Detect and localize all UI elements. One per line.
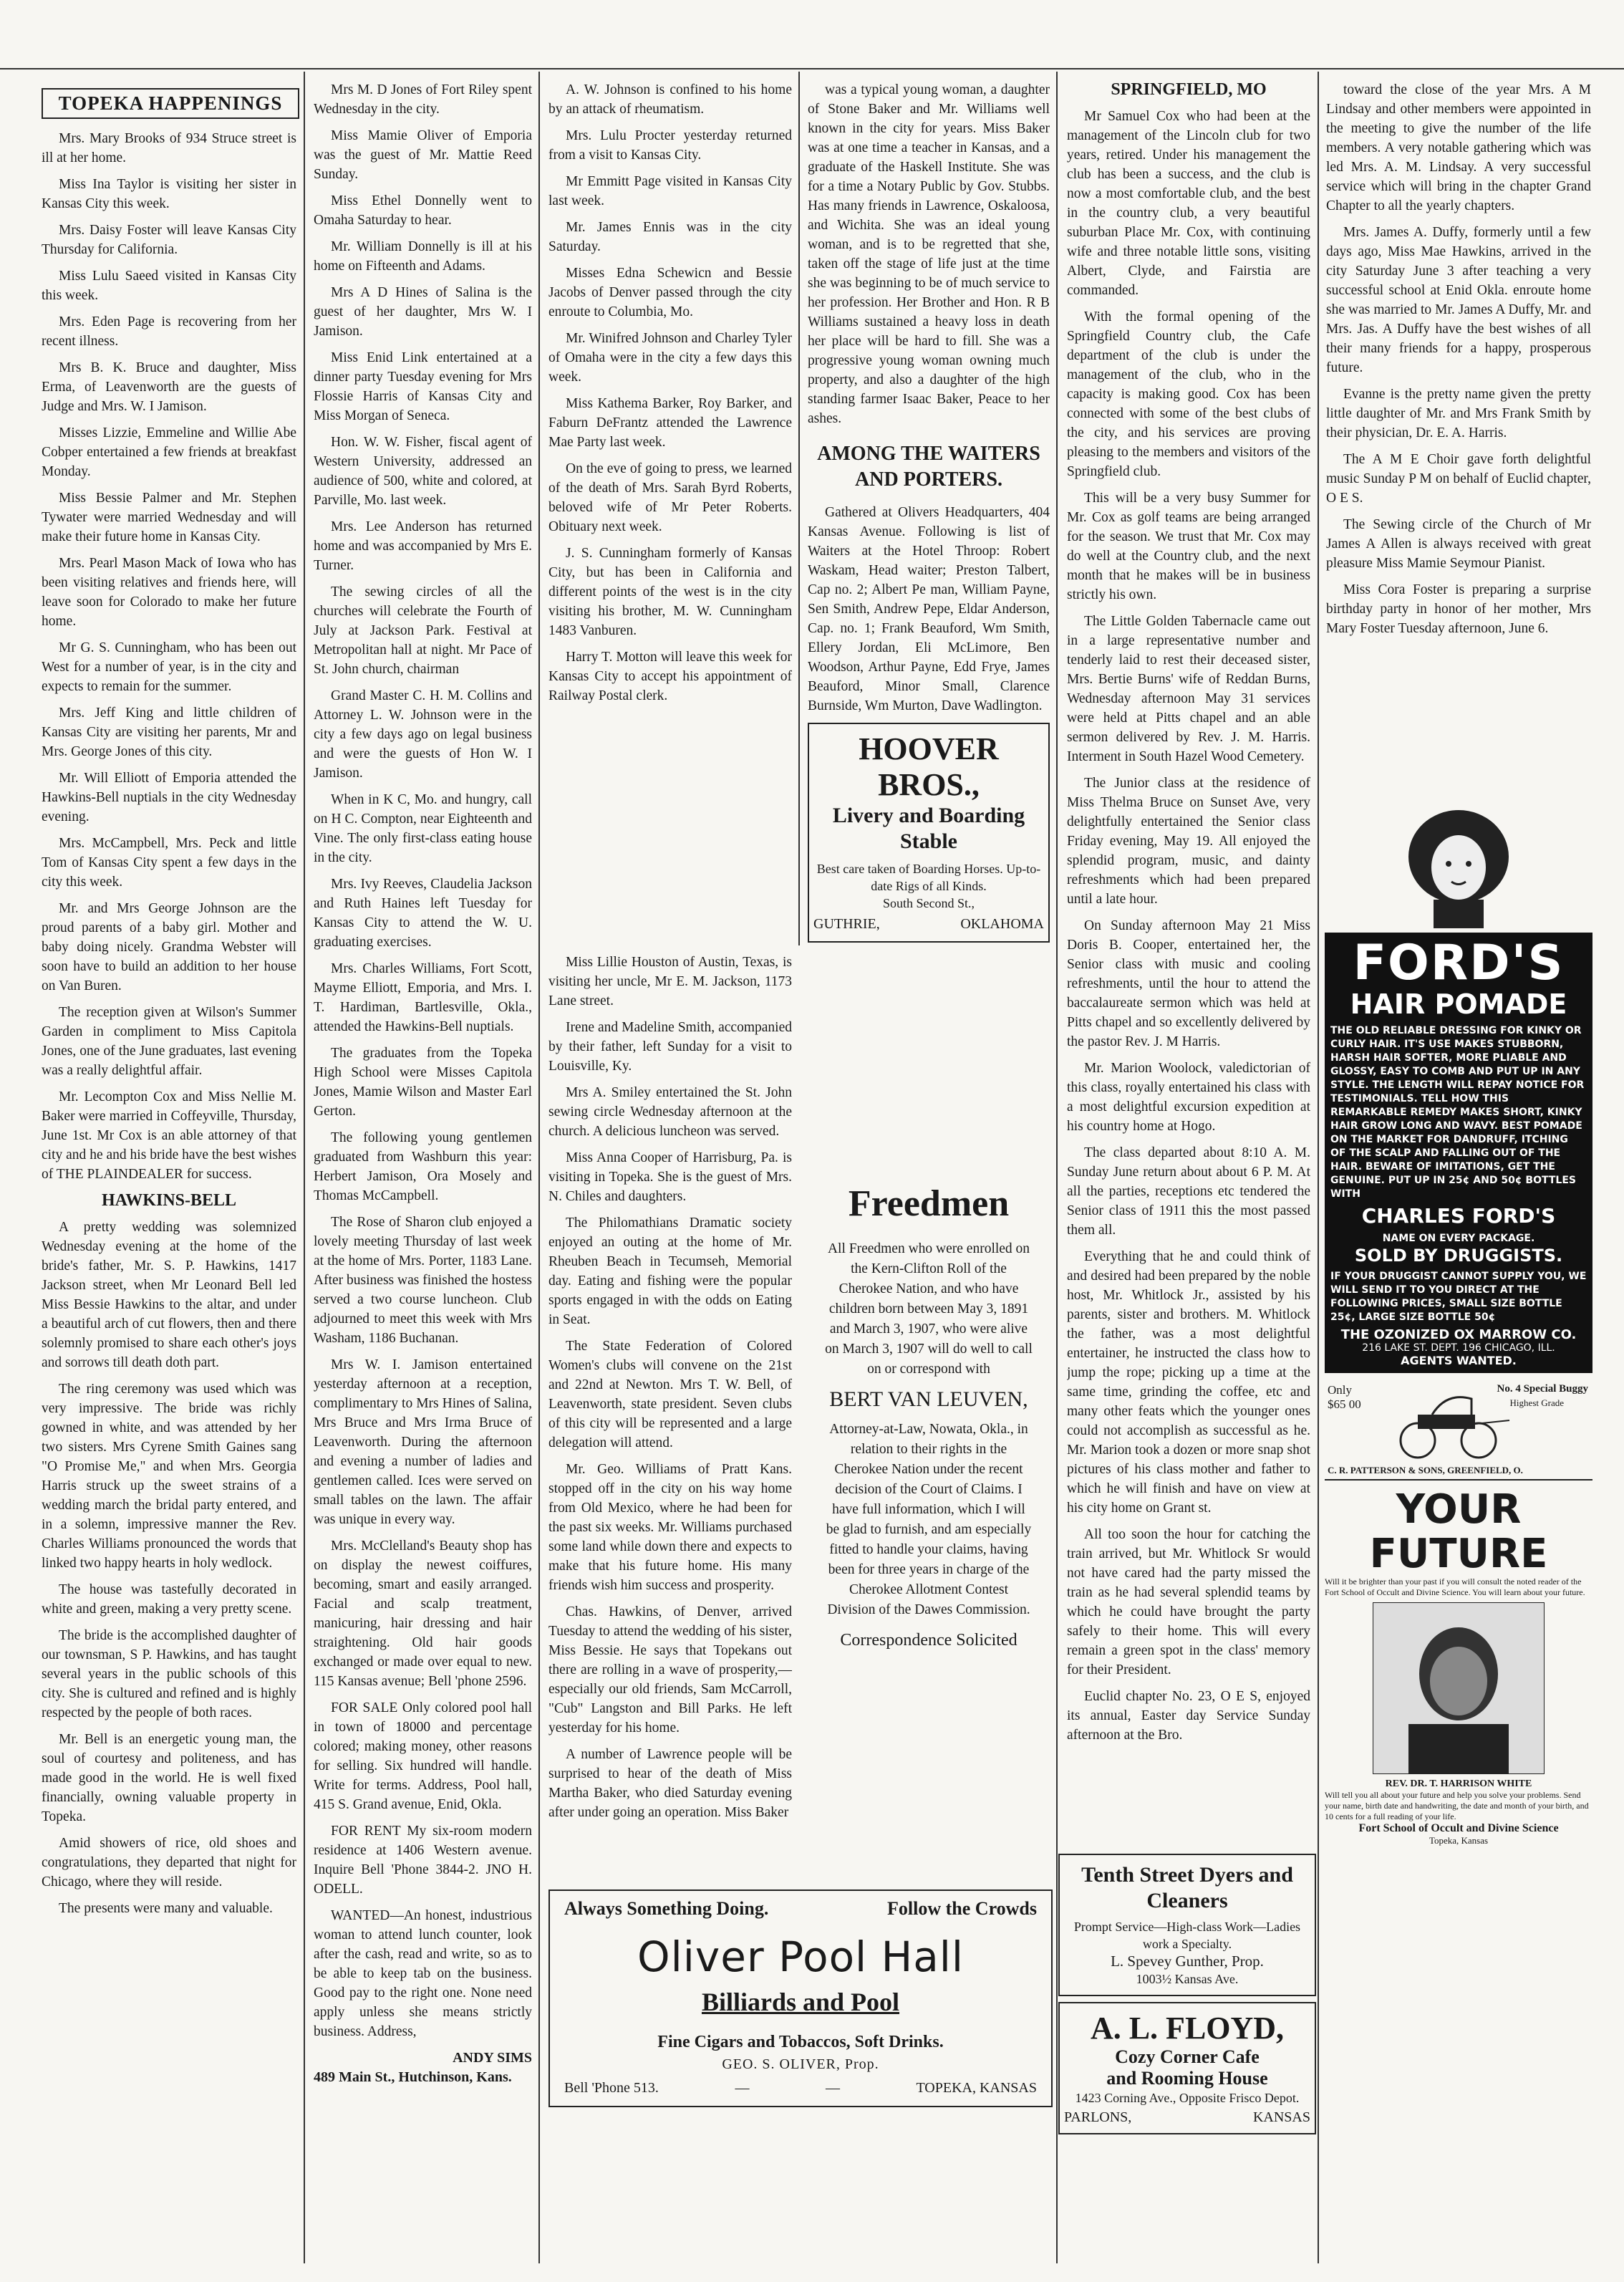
floyd-name: A. L. FLOYD, (1090, 2011, 1285, 2046)
column-3 (548, 80, 792, 947)
hawkins-bell-heading: HAWKINS-BELL (101, 1191, 237, 1210)
news-item: Miss Lillie Houston of Austin, Texas, is visiting her uncle, Mr E. M. Jackson, 1173 Lane street. (548, 955, 792, 1008)
news-item: The graduates from the Topeka High School were Misses Capitola Jones, Mamie Wilson and Master Earl Gerton. (314, 1046, 532, 1119)
news-items (314, 80, 532, 2041)
news-item: Miss Anna Cooper of Harrisburg, Pa. is visiting in Topeka. She is the guest of Mrs. N. Chiles and daughters. (548, 1150, 792, 1204)
springfield-heading: SPRINGFIELD, MO (1111, 80, 1267, 99)
oliver-sub2: Fine Cigars and Tobaccos, Soft Drinks. (657, 2033, 944, 2051)
news-item: The bride is the accomplished daughter of our townsman, S P. Hawkins, and has taught several years in the public schools of this city. She is cultured and refined and is highly respected by the people of both races. (42, 1628, 296, 1720)
news-item: When in K C, Mo. and hungry, call on H C. Compton, near Eighteenth and Vine. The only first-class eating house in the city. (314, 792, 532, 865)
news-item: Amid showers of rice, old shoes and congratulations, they departed that night for Chicago, where they will reside. (42, 1836, 296, 1889)
ford-sold: SOLD BY DRUGGISTS. (1354, 1246, 1563, 1266)
news-item: Mr. Will Elliott of Emporia attended the Hawkins-Bell nuptials in the city Wednesday evening. (42, 771, 296, 824)
tenth-prop: L. Spevey Gunther, Prop. (1111, 1953, 1264, 1970)
ford-body: THE OLD RELIABLE DRESSING FOR KINKY OR CURLY HAIR. IT'S USE MAKES STUBBORN, HARSH HAIR SOFTER, MORE PLIABLE AND GLOSSY, EASY TO COMB AND PUT UP IN ANY STYLE. THE LENGTH WILL REPAY NOTICE FOR TESTIMONIALS. TELL HOW THIS REMARKABLE REMEDY MAKES SHORT, KINKY HAIR GROW LONG AND WAVY. BEST POMADE ON THE MARKET FOR DANDRUFF, ITCHING OF THE SCALP AND FALLING OUT OF THE HAIR. BEWARE OF IMITATIONS, GET THE GENUINE. PUT UP IN 25¢ AND 50¢ BOTTLES WITH (1330, 1025, 1585, 1200)
oliver-name: Oliver Pool Hall (637, 1932, 964, 1981)
floyd-state: KANSAS (1252, 2109, 1310, 2125)
hoover-city: GUTHRIE, (813, 916, 880, 932)
freedmen-footer: Correspondence Solicited (840, 1631, 1018, 1650)
news-item: was a typical young woman, a daughter of Stone Baker and Mr. Williams well known in the city for years. Miss Baker was at one time a teacher in Kansas, and a graduate of the Haskell Institute. She was for a time a Notary Public by Gov. Stubbs. Has many friends in Lawrence, Oskaloosa, and Wichita. She was an ideal young woman, and is to be regretted that she, taken off the stage of life just at the time she was beginning to be of much service to her profession. Her Brother and Hon. R B Williams sustained a heavy loss in death her place will be hard to fill. She was a progressive young woman owning much property, and also a daughter of the high standing farmer Isaac Baker, Peace to her ashes. (808, 82, 1050, 426)
oliver-top-right: Follow the Crowds (887, 1898, 1037, 1919)
hoover-name: HOOVER BROS., (859, 731, 999, 802)
ford-product: HAIR POMADE (1350, 988, 1567, 1020)
news-item: Misses Lizzie, Emmeline and Willie Abe Cobper entertained a few friends at breakfast Monday. (42, 425, 296, 479)
news-item: On Sunday afternoon May 21 Miss Doris B. Cooper, entertained her, the Senior class with music and cooling refreshments, until the hour to attend the baccalaureate sermon which was held at Pitts chapel and so excellently delivered by the pastor Rev. J. M Harris. (1067, 918, 1310, 1049)
future-school: Fort School of Occult and Divine Science (1358, 1822, 1559, 1834)
news-item: The following young gentlemen graduated from Washburn this year: Herbert Jamison, Ora Mosely and Thomas McCampbell. (314, 1130, 532, 1203)
oliver-sub: Billiards and Pool (701, 1988, 900, 2016)
news-item: Misses Edna Schewicn and Bessie Jacobs of Denver passed through the city enroute to Columbia, Mo. (548, 266, 792, 319)
news-item: Mrs. Charles Williams, Fort Scott, Mayme Elliott, Emporia, and Mrs. I. T. Hardiman, Bartlesville, Okla., attended the Hawkins-Bell nuptials. (314, 961, 532, 1034)
news-item: Mrs W. I. Jamison entertained yesterday afternoon at a reception, complimentary to Mrs Hines of Salina, Mrs Bruce and Mrs Irma Bruce of Leavenworth. During the afternoon and evening a number of ladies and gentlemen called. Ices were served on small tables on the lawn. The affair was unique in every way. (314, 1357, 532, 1527)
news-item: Miss Kathema Barker, Roy Barker, and Faburn DeFrantz attended the Lawrence Mae Party last week. (548, 396, 792, 450)
news-item: Mrs A. Smiley entertained the St. John sewing circle Wednesday afternoon at the church. A delicious luncheon was served. (548, 1085, 792, 1139)
news-item: Miss Bessie Palmer and Mr. Stephen Tywater were married Wednesday and will make their future home in Kansas City. (42, 491, 296, 544)
oliver-phone: Bell 'Phone 513. (564, 2080, 659, 2096)
news-item: Mrs B. K. Bruce and daughter, Miss Erma, of Leavenworth are the guests of Judge and Mrs. W. I Jamison. (42, 360, 296, 414)
news-item: FOR RENT My six-room modern residence at 1406 Western avenue. Inquire Bell 'Phone 3844-2. JNO H. ODELL. (314, 1824, 532, 1897)
news-item: The State Federation of Colored Women's clubs will convene on the 21st and 22nd at Newton. Mrs T. W. Bell, of Leavenworth, state president. Seven clubs of this city will be represented and a large delegation will attend. (548, 1339, 792, 1450)
tenth-title: Tenth Street Dyers and Cleaners (1081, 1863, 1293, 1912)
news-item: Mrs. Lee Anderson has returned home and was accompanied by Mrs E. Turner. (314, 519, 532, 573)
news-item: Chas. Hawkins, of Denver, arrived Tuesday to attend the wedding of his sister, Miss Bessie. He says that Topekans out there are rolling in a wave of prosperity,—especially our old friends, Sam McCarroll, "Cub" Langston and Bill Parks. He left yesterday for his home. (548, 1604, 792, 1735)
column-rule (798, 72, 800, 945)
top-rule (0, 68, 1624, 69)
signature-name: ANDY SIMS (453, 2050, 532, 2066)
news-item: Mr Samuel Cox who had been at the management of the Lincoln club for two years, retired. Under his management the club has been a success, and the club is now a most comfortable club, and the best in the country club, a very beautiful suburban Place Mr. Cox, with continuing wife and three notable little sons, visiting Albert, Clyde, and Fairstia are commanded. (1067, 109, 1310, 298)
news-item: A pretty wedding was solemnized Wednesday evening at the home of the bride's father, Mr. S. P. Hawkins, 1417 Jackson street, when Mr Leonard Bell led Miss Bessie Hawkins to the altar, and under a beautiful arch of cut flowers, then and there solemnly promised to share each other's joys and sorrows till death doth part. (42, 1220, 296, 1370)
buggy-maker: C. R. PATTERSON & SONS, GREENFIELD, O. (1328, 1465, 1523, 1475)
news-items (808, 80, 1050, 428)
news-item: FOR SALE Only colored pool hall in town of 18000 and percentage colored; making money, other reasons for selling. Six hundred will handle. Write for terms. Address, Pool hall, 415 S. Grand avenue, Enid, Okla. (314, 1700, 532, 1812)
news-item: Miss Ina Taylor is visiting her sister in Kansas City this week. (42, 177, 296, 211)
column-2 (314, 80, 532, 2258)
hoover-ad (808, 723, 1050, 943)
news-item: Mrs. McCampbell, Mrs. Peck and little Tom of Kansas City spent a few days in the city this week. (42, 836, 296, 890)
news-item: Mrs. Mary Brooks of 934 Struce street is ill at her home. (42, 131, 296, 165)
column-rule (1056, 72, 1058, 2263)
hawkins-bell-article (42, 1218, 296, 1918)
column-rule (538, 72, 540, 2263)
news-item: Mr G. S. Cunningham, who has been out West for a number of year, is in the city and expects to remain for the summer. (42, 640, 296, 694)
fords-pomade-ad (1325, 933, 1592, 1373)
freedmen-attorney: BERT VAN LEUVEN, (829, 1387, 1028, 1411)
oliver-city: TOPEKA, KANSAS (916, 2080, 1037, 2096)
news-item: J. S. Cunningham formerly of Kansas City, but has been in California and different points of the west is in the city visiting his brother, M. W. Cunningham 1483 Vanburen. (548, 546, 792, 638)
news-item: The class departed about 8:10 A. M. Sunday June return about about 6 P. M. At all the parties, receptions etc tendered the Senior class of 1911 this the most passed them all. (1067, 1145, 1310, 1238)
col6-ads (1325, 795, 1592, 1847)
news-item: toward the close of the year Mrs. A M Lindsay and other members were appointed in the meeting to give the number of the life members. A very notable gathering which was led Mrs. A. M. Lindsay. A very successful service which will bring in the chapter Grand Chapter to all the yearly chapters. (1326, 82, 1591, 213)
news-item: The Little Golden Tabernacle came out in a large representative number and tenderly laid to rest their deceased sister, Mrs. Bertie Burns' wife of Reddan Burns, Wednesday afternoon May 31 services were held at Pitts chapel and an able sermon delivered by Rev. J. M. Harris. Interment in South Hazel Wood Cemetery. (1067, 614, 1310, 764)
column-4 (808, 80, 1050, 947)
floyd-line2: and Rooming House (1106, 2068, 1268, 2089)
ford-address: 216 LAKE ST. DEPT. 196 CHICAGO, ILL. (1362, 1342, 1555, 1354)
ford-wanted: AGENTS WANTED. (1401, 1354, 1517, 1367)
oliver-dash-2: — (825, 2080, 840, 2096)
news-item: The A M E Choir gave forth delightful music Sunday P M on behalf of Euclid chapter, O E S. (1326, 452, 1591, 506)
news-item: The Sewing circle of the Church of Mr James A Allen is always received with great pleasure Miss Mamie Seymour Pianist. (1326, 517, 1591, 571)
column-rule (1318, 72, 1319, 2263)
floyd-addr: 1423 Corning Ave., Opposite Frisco Depot. (1075, 2091, 1300, 2105)
news-items (548, 953, 792, 1822)
news-item: Mr. Lecompton Cox and Miss Nellie M. Baker were married in Coffeyville, Thursday, June 1st. Mr Cox is an able attorney of that city and he and his bride have the best wishes of THE PLAINDEALER for success. (42, 1089, 296, 1182)
column-1 (42, 129, 296, 2249)
news-item: Mrs. Ivy Reeves, Claudelia Jackson and Ruth Haines left Tuesday for Kansas City to attend the W. U. graduating exercises. (314, 877, 532, 950)
news-item: Grand Master C. H. M. Collins and Attorney L. W. Johnson were in the city a few days ago on legal business and were the guests of Hon W. I Jamison. (314, 688, 532, 781)
hoover-line1: Livery and Boarding (832, 804, 1025, 827)
floyd-ad (1058, 2002, 1316, 2134)
news-item: Mr Emmitt Page visited in Kansas City last week. (548, 174, 792, 208)
news-items (1067, 107, 1310, 1745)
floyd-city: PARLONS, (1064, 2109, 1132, 2125)
freedmen-title: Freedmen (848, 1183, 1010, 1224)
news-item: Miss Cora Foster is preparing a surprise birthday party in honor of her mother, Mrs Mary Foster Tuesday afternoon, June 6. (1326, 582, 1591, 636)
news-item: Euclid chapter No. 23, O E S, enjoyed its annual, Easter day Service Sunday afternoon at the Bro. (1067, 1689, 1310, 1743)
hoover-line2: Stable (899, 829, 957, 853)
column-5 (1067, 80, 1310, 2150)
news-item: The Philomathians Dramatic society enjoyed an outing at the home of Mr. Rheuben Beach in Tecumseh, Memorial day. Eating and fishing were the popular sports engaged in with the odds on Eating in Seat. (548, 1215, 792, 1327)
news-item: Everything that he and could think of and desired had been prepared by the noble host, Mr. Whitlock Jr., assisted by his parents, sister and brothers. M. Whitlock the father, was a most delightful entertainer, he instructed the class how to jump the rope; picking up a time at the same time, grinding the coffee, etc and many other feats which the younger ones could not accomplish as successful as he. Mr. Marion took a dozen or more snap shot pictures of his class mother and father to which he will finish and have on view at his city home on Grant st. (1067, 1249, 1310, 1516)
news-item: All too soon the hour for catching the train arrived, but Mr. Whitlock Sr would not have cared had the party missed the train as he had several splendid teams by which he could have brought the party safely to their home. This will every remain a green spot in the class' memory for their President. (1067, 1527, 1310, 1677)
oliver-pool-hall-ad (548, 1889, 1053, 2107)
future-body-2: Will tell you all about your future and help you solve your problems. Send your name, birth date and handwriting, the date and month of your birth, and 10 cents for a full reading of your life. (1325, 1790, 1589, 1821)
waiters-article: Gathered at Olivers Headquarters, 404 Kansas Avenue. Following is list of Waiters at the Hotel Throop: Robert Waskam, Head waiter; Preston Talbert, Cap no. 2; Albert Pe man, William Payne, Sen Smith, Andrew Pepe, Eldar Anderson, Cap. no. 1; Frank Beauford, Wm Smith, Ellery Jordan, Eli McLimore, Ben Woodson, Arthur Payne, Edd Frye, James Beauford, Minor Small, Clarence Burnside, Wm Murton, Dave Wadlington. (808, 505, 1050, 713)
oliver-prop: GEO. S. OLIVER, Prop. (722, 2056, 879, 2072)
hoover-addr: South Second St., (882, 896, 975, 910)
news-item: With the formal opening of the Springfield Country club, the Cafe department of the club is under the management of the club, who in the capacity is making good. Cox has been connected with some of the best clubs of the city, and his services are proving pleasing to the members and visitors of the Springfield club. (1067, 309, 1310, 479)
news-item: Mr. Winifred Johnson and Charley Tyler of Omaha were in the city a few days this week. (548, 331, 792, 385)
ford-body-2: NAME ON EVERY PACKAGE. (1382, 1233, 1535, 1244)
future-title: YOUR FUTURE (1369, 1486, 1548, 1577)
news-item: The sewing circles of all the churches will celebrate the Fourth of July at Jackson Park. Festival at Metropolitan hall at night. Mr Pace of St. John church, chairman (314, 584, 532, 677)
hoover-state: OKLAHOMA (960, 916, 1044, 932)
news-item: Hon. W. W. Fisher, fiscal agent of Western University, addressed an audience of 500, white and colored, at Parville, Mo. last week. (314, 435, 532, 508)
news-item: Miss Enid Link entertained at a dinner party Tuesday evening for Mrs Flossie Harris of Kansas City and Miss Morgan of Seneca. (314, 350, 532, 423)
news-item: Mr. William Donnelly is ill at his home on Fifteenth and Adams. (314, 239, 532, 274)
buggy-price: $65 00 (1328, 1397, 1361, 1411)
news-item: This will be a very busy Summer for Mr. Cox as golf teams are being arranged for the season. We trust that Mr. Cox may do well at the Country club, and the next month that he makes will be in business strictly his own. (1067, 491, 1310, 602)
news-item: The house was tastefully decorated in white and green, making a very pretty scene. (42, 1582, 296, 1617)
buggy-icon (1389, 1392, 1511, 1460)
news-item: The presents were many and valuable. (59, 1901, 273, 1916)
section-title: TOPEKA HAPPENINGS (42, 88, 299, 119)
news-items (42, 129, 296, 1184)
news-item: Miss Mamie Oliver of Emporia was the guest of Mr. Mattie Reed Sunday. (314, 128, 532, 182)
news-item: Harry T. Motton will leave this week for Kansas City to accept his appointment of Railway Postal clerk. (548, 650, 792, 703)
news-item: The Junior class at the residence of Miss Thelma Bruce on Sunset Ave, very delightfully entertained the Senior class Friday evening, May 19. All enjoyed the splendid program, music, and dainty refreshments which had been prepared until a late hour. (1067, 776, 1310, 907)
oliver-top-left: Always Something Doing. (564, 1898, 769, 1919)
news-items (1326, 80, 1591, 638)
news-items (548, 80, 792, 706)
news-item: Irene and Madeline Smith, accompanied by their father, left Sunday for a visit to Louisville, Ky. (548, 1020, 792, 1074)
future-body: Will it be brighter than your past if you will consult the noted reader of the Fort School of Occult and Divine Science. You will learn about your future. (1325, 1576, 1585, 1597)
news-item: The Rose of Sharon club enjoyed a lovely meeting Thursday of last week at the home of Mrs. Porter, 1183 Lane. After business was finished the hostess served a two course luncheon. Club adjourned to meet this week with Mrs Washam, 1186 Buchanan. (314, 1215, 532, 1346)
col5-ads (1058, 1848, 1316, 2140)
floyd-line1: Cozy Corner Cafe (1115, 2046, 1260, 2067)
news-item: A number of Lawrence people will be surprised to hear of the death of Miss Martha Baker, who died Saturday evening after under going an operation. Miss Baker (548, 1747, 792, 1820)
ford-body-3: IF YOUR DRUGGIST CANNOT SUPPLY YOU, WE WILL SEND IT TO YOU DIRECT AT THE FOLLOWING PRICES, SMALL SIZE BOTTLE 25¢, LARGE SIZE BOTTLE 50¢ (1330, 1271, 1587, 1323)
woman-portrait-icon (1394, 799, 1523, 928)
news-item: Mrs. Lulu Procter yesterday returned from a visit to Kansas City. (548, 128, 792, 163)
news-item: Mrs M. D Jones of Fort Riley spent Wednesday in the city. (314, 82, 532, 117)
news-item: Mrs. Jeff King and little children of Kansas City are visiting her parents, Mr and Mrs. George Jones of this city. (42, 706, 296, 759)
ford-name: FORD'S (1353, 935, 1565, 991)
future-ad (1325, 1488, 1592, 1847)
buggy-only: Only (1328, 1383, 1352, 1397)
news-item: Mrs. James A. Duffy, formerly until a few days ago, Miss Mae Hawkins, arrived in the city Saturday June 3 after teaching a very successful school at Enid Okla. enroute home she was married to Mr. James A Duffy, Mr. and Mrs. Jas. A Duffy have the best wishes of all their many friends for a happy, prosperous future. (1326, 225, 1591, 375)
news-item: Mr. James Ennis was in the city Saturday. (548, 220, 792, 254)
news-item: Evanne is the pretty name given the pretty little daughter of Mr. and Mrs Frank Smith by their physician, Dr. E. A. Harris. (1326, 387, 1591, 440)
future-address: Topeka, Kansas (1429, 1835, 1489, 1846)
news-item: Mr. Geo. Williams of Pratt Kans. stopped off in the city on his way home from Old Mexico, where he had been for the past six weeks. Mr. Williams purchased some land while down there and expects to make that his future home. His many friends wish him success and prosperity. (548, 1462, 792, 1593)
news-item: Miss Lulu Saeed visited in Kansas City this week. (42, 269, 296, 303)
buggy-title: No. 4 Special Buggy (1497, 1383, 1588, 1395)
column-rule (304, 72, 305, 2263)
buggy-ad (1325, 1379, 1592, 1481)
news-item: Mrs. Daisy Foster will leave Kansas City Thursday for California. (42, 223, 296, 257)
news-item: A. W. Johnson is confined to his home by an attack of rheumatism. (548, 82, 792, 117)
signature-address: 489 Main St., Hutchinson, Kans. (314, 2069, 512, 2085)
tenth-addr: 1003½ Kansas Ave. (1136, 1972, 1239, 1986)
freedmen-body: All Freedmen who were enrolled on the Kern-Clifton Roll of the Cherokee Nation, and who have children born between May 3, 1891 and March 3, 1907, who were alive on March 3, 1907 will do well to call on or correspond with (825, 1241, 1033, 1377)
news-item: WANTED—An honest, industrious woman to attend lunch counter, look after the cash, read and write, so as to be able to keep tab on the business. Good pay to the right one. None need apply unless she means strictly business. Address, (314, 1908, 532, 2039)
tenth-desc: Prompt Service—High-class Work—Ladies work a Specialty. (1073, 1920, 1301, 1951)
man-portrait-icon (1373, 1602, 1545, 1774)
freedmen-body-2: Attorney-at-Law, Nowata, Okla., in relation to their rights in the Cherokee Nation under the recent decision of the Court of Claims. I have full information, which I will be glad to furnish, and am especially fitted to handle your claims, having been for three years in charge of the Cherokee Allotment Contest Division of the Dawes Commission. (826, 1422, 1032, 1617)
news-item: Mr. Marion Woolock, valedictorian of this class, royally entertained his class with a most delightful excursion expedition at his country home at Hogo. (1067, 1061, 1310, 1134)
ford-signature: CHARLES FORD'S (1361, 1204, 1556, 1228)
news-item: Mrs. Pearl Mason Mack of Iowa who has been visiting relatives and friends here, will leave soon for Colorado to make her future home. (42, 556, 296, 629)
tenth-street-ad (1058, 1854, 1316, 1996)
column-3-lower (548, 953, 792, 1877)
news-item: Mr. and Mrs George Johnson are the proud parents of a baby girl. Mother and baby doing nicely. Grandma Webster will soon have to build an addition to her house on Van Buren. (42, 901, 296, 993)
waiters-heading: AMONG THE WAITERS AND PORTERS. (817, 443, 1040, 491)
buggy-sub: Highest Grade (1509, 1397, 1564, 1408)
news-item: Miss Ethel Donnelly went to Omaha Saturday to hear. (314, 193, 532, 228)
news-item: On the eve of going to press, we learned of the death of Mrs. Sarah Byrd Roberts, beloved wife of Mr Peter Roberts. Obituary next week. (548, 461, 792, 534)
news-item: The ring ceremony was used which was very impressive. The bride was richly gowned in white, and was attended by her two sisters. Mrs Cyrene Smith Gaines sang "O Promise Me," and when Mrs. Georgia Harris struck up the sweet strains of a wedding march the bridal party entered, and in a solemn, impressive manner the Rev. Charles Williams pronounced the words that linked two happy hearts in holy wedlock. (42, 1382, 296, 1571)
news-item: Mrs A D Hines of Salina is the guest of her daughter, Mrs W. I Jamison. (314, 285, 532, 339)
news-item: Mr. Bell is an energetic young man, the soul of courtesy and politeness, and has made good in the world. He is well fixed financially, owning valuable property in Topeka. (42, 1732, 296, 1824)
news-item: Mrs. Eden Page is recovering from her recent illness. (42, 314, 296, 349)
news-item: Mrs. McClelland's Beauty shop has on display the newest coiffures, becoming, smart and easily arranged. Facial and scalp treatment, manicuring, hair dressing and hair straightening. Old hair goods exchanged or made over equal to new. 115 Kansas avenue; Bell 'phone 2596. (314, 1539, 532, 1689)
ford-company: THE OZONIZED OX MARROW CO. (1340, 1327, 1577, 1342)
future-caption: REV. DR. T. HARRISON WHITE (1385, 1778, 1532, 1789)
hoover-desc: Best care taken of Boarding Horses. Up-to-date Rigs of all Kinds. (816, 862, 1041, 893)
news-item: The reception given at Wilson's Summer Garden in compliment to Miss Capitola Jones, one of the June graduates, last evening was a really delightful affair. (42, 1005, 296, 1078)
oliver-dash-1: — (735, 2080, 750, 2096)
